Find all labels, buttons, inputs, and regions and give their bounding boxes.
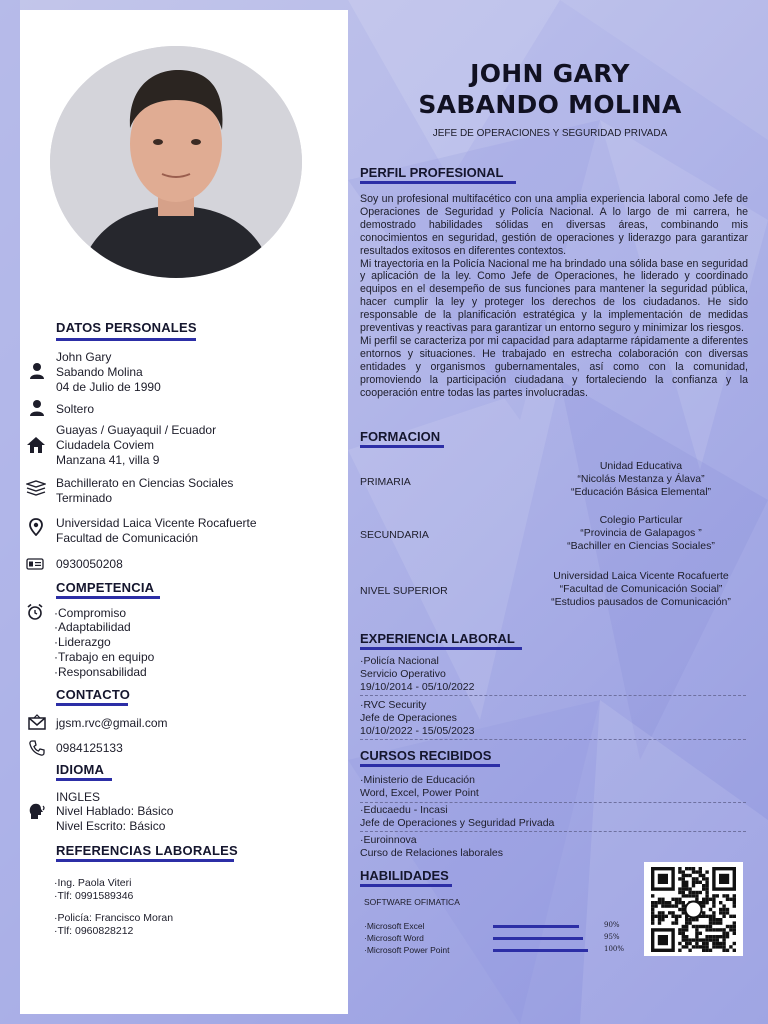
skill-bar (493, 949, 588, 952)
habilidades-subtitle: SOFTWARE OFIMATICA (364, 897, 460, 907)
id-number: 0930050208 (56, 557, 123, 571)
education-line2: Terminado (56, 491, 113, 505)
perfil-paragraph: Mi trayectoria en la Policía Nacional me ha brindado una sólida base en seguridad y aplicación de la ley. Como Jefe de Operaciones, he liderado y coordinado equipos en el desempeño de sus funciones para mantener la seguridad pública, hacer cumplir la ley y proteger los derechos de los ciudadanos. He sido responsable de la planificación estratégica y la implementación de medidas preventivas y reactivas para garantizar un entorno seguro y minimizar los riesgos. (360, 257, 748, 335)
university-line1: Universidad Laica Vicente Rocafuerte (56, 516, 257, 530)
cursos-underline (360, 764, 500, 767)
competencia-item: ·Trabajo en equipo (54, 650, 155, 664)
language-name: INGLES (56, 790, 101, 804)
superior-faculty: “Facultad de Comunicación Social” (559, 583, 723, 595)
referencias-underline (56, 859, 234, 862)
name-line1: JOHN GARY (470, 59, 630, 88)
skill-bar (493, 925, 579, 928)
skill-percent: 90% (604, 921, 620, 929)
primaria-name: “Nicolás Mestanza y Álava” (577, 473, 705, 485)
phone-number[interactable]: 0984125133 (56, 741, 123, 755)
course-1-desc: Word, Excel, Power Point (360, 787, 479, 799)
competencia-item: ·Liderazgo (54, 635, 111, 649)
speaking-head-icon (28, 802, 46, 820)
language-written-level: Nivel Escrito: Básico (56, 819, 166, 833)
competencia-underline (56, 596, 160, 599)
user-icon (28, 362, 46, 380)
job-title: JEFE DE OPERACIONES Y SEGURIDAD PRIVADA (432, 128, 668, 139)
primaria-detail (530, 460, 752, 499)
reference-1-name: ·Ing. Paola Viteri (54, 877, 132, 889)
course-3-org: ·Euroinnova (360, 834, 417, 846)
birth-date: 04 de Julio de 1990 (56, 380, 161, 394)
education-line1: Bachillerato en Ciencias Sociales (56, 476, 234, 490)
formacion-title: FORMACION (360, 429, 441, 444)
address-line2: Ciudadela Coviem (56, 438, 155, 452)
experience-2-org: ·RVC Security (360, 699, 427, 711)
qr-code[interactable] (644, 862, 743, 956)
divider (360, 695, 746, 696)
experience-1-org: ·Policía Nacional (360, 655, 439, 667)
books-icon (26, 480, 46, 496)
location-pin-icon (27, 518, 45, 536)
divider (360, 739, 746, 740)
envelope-icon (28, 714, 46, 732)
qr-code-graphic (644, 862, 743, 956)
superior-detail (530, 570, 752, 609)
single-user-icon (28, 399, 46, 417)
skill-bar (493, 937, 583, 940)
email-link[interactable]: jgsm.rvc@gmail.com (56, 716, 168, 730)
skill-label: ·Microsoft Excel (364, 921, 425, 931)
reference-2-phone: ·Tlf: 0960828212 (54, 925, 134, 937)
candidate-name (390, 58, 710, 120)
course-2-desc: Jefe de Operaciones y Seguridad Privada (360, 817, 555, 829)
name-line2: SABANDO MOLINA (418, 90, 682, 119)
skill-percent: 100% (604, 945, 625, 953)
id-card-icon (26, 558, 44, 570)
university-line2: Facultad de Comunicación (56, 531, 199, 545)
contacto-underline (56, 703, 128, 706)
referencias-title: REFERENCIAS LABORALES (56, 843, 238, 858)
perfil-underline (360, 181, 516, 184)
experiencia-underline (360, 647, 522, 650)
course-3-desc: Curso de Relaciones laborales (360, 847, 503, 859)
datos-personales-title: DATOS PERSONALES (56, 320, 197, 335)
competencia-item: ·Adaptabilidad (54, 620, 131, 634)
address-line3: Manzana 41, villa 9 (56, 453, 160, 467)
name-line2: Sabando Molina (56, 365, 143, 379)
home-icon (26, 435, 46, 455)
competencia-title: COMPETENCIA (56, 580, 155, 595)
phone-icon (29, 740, 45, 756)
skill-percent: 95% (604, 933, 620, 941)
datos-personales-underline (56, 338, 196, 341)
experience-1-role: Servicio Operativo (360, 668, 446, 680)
secundaria-label: SECUNDARIA (360, 529, 429, 541)
competencia-item: ·Compromiso (54, 606, 127, 620)
secundaria-degree: “Bachiller en Ciencias Sociales” (567, 540, 715, 552)
habilidades-title: HABILIDADES (360, 868, 449, 883)
idioma-title: IDIOMA (56, 762, 105, 777)
course-2-org: ·Educaedu - Incasi (360, 804, 448, 816)
divider (360, 802, 746, 803)
profile-photo (50, 46, 302, 278)
perfil-text (360, 193, 748, 400)
skill-label: ·Microsoft Word (364, 933, 424, 943)
competencia-item: ·Responsabilidad (54, 665, 147, 679)
alarm-clock-icon (26, 603, 44, 621)
formacion-underline (360, 445, 444, 448)
perfil-paragraph: Mi perfil se caracteriza por mi capacidad para adaptarme rápidamente a diferentes entornos y situaciones. He trabajado en estrecha colaboración con diversas entidades y organismos gubernamentales, así como con la comunidad, promoviendo la participación ciudadana y fortaleciendo la confianza y la cooperación entre todas las partes involucradas. (360, 334, 748, 399)
cursos-title: CURSOS RECIBIDOS (360, 748, 492, 763)
superior-degree: “Estudios pausados de Comunicación” (551, 596, 731, 608)
primaria-label: PRIMARIA (360, 476, 411, 488)
name-line1: John Gary (56, 350, 112, 364)
secundaria-name: “Provincia de Galapagos ” (580, 527, 702, 539)
left-panel (20, 10, 348, 1014)
address-line1: Guayas / Guayaquil / Ecuador (56, 423, 217, 437)
experience-1-dates: 19/10/2014 - 05/10/2022 (360, 681, 475, 693)
marital-status: Soltero (56, 402, 95, 416)
language-spoken-level: Nivel Hablado: Básico (56, 804, 174, 818)
secundaria-detail (530, 514, 752, 553)
reference-1-phone: ·Tlf: 0991589346 (54, 890, 134, 902)
skill-label: ·Microsoft Power Point (364, 945, 450, 955)
habilidades-underline (360, 884, 452, 887)
divider (360, 831, 746, 832)
experiencia-title: EXPERIENCIA LABORAL (360, 631, 515, 646)
experience-2-role: Jefe de Operaciones (360, 712, 457, 724)
primaria-degree: “Educación Básica Elemental” (570, 486, 712, 498)
course-1-org: ·Ministerio de Educación (360, 774, 475, 786)
experience-2-dates: 10/10/2022 - 15/05/2023 (360, 725, 475, 737)
superior-school: Universidad Laica Vicente Rocafuerte (553, 570, 729, 582)
perfil-title: PERFIL PROFESIONAL (360, 165, 504, 180)
contacto-title: CONTACTO (56, 687, 131, 702)
reference-2-name: ·Policía: Francisco Moran (54, 912, 174, 924)
perfil-paragraph: Soy un profesional multifacético con una amplia experiencia laboral como Jefe de Operaciones de Seguridad y Policía Nacional. A lo largo de mi carrera, he demostrado habilidades sólidas en diversas áreas, combinando mis conocimientos en seguridad, gestión de operaciones y liderazgo para garantizar resultados exitosos en diferentes contextos. (360, 193, 748, 257)
primaria-school: Unidad Educativa (599, 460, 683, 472)
superior-label: NIVEL SUPERIOR (360, 585, 448, 597)
idioma-underline (56, 778, 112, 781)
secundaria-school: Colegio Particular (599, 514, 683, 526)
